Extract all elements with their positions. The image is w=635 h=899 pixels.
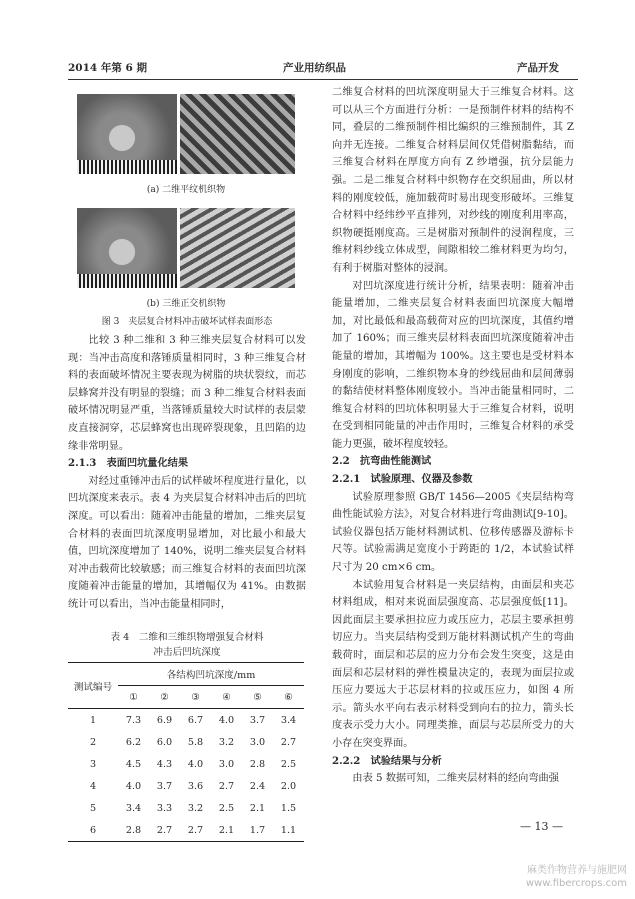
- table-cell: 2.7: [280, 736, 297, 748]
- table-cell: 5: [89, 802, 97, 814]
- table-cell: 3: [89, 758, 97, 770]
- table-cell: 2.0: [280, 780, 297, 792]
- table-header-test-no: 测试编号: [68, 663, 118, 709]
- right-column: [332, 84, 574, 788]
- table-subheader: ④: [222, 691, 231, 703]
- table-cell: 6.7: [187, 714, 204, 726]
- table-subheader: ③: [191, 691, 200, 703]
- table-subheader: ②: [160, 691, 169, 703]
- table-cell: 2.7: [218, 780, 235, 792]
- table-cell: 1.7: [249, 824, 266, 836]
- section-heading-2-2-1: 2.2.1 试验原理、仪器及参数: [332, 473, 473, 486]
- table-cell: 6.2: [125, 736, 142, 748]
- figure-3b-photo-left: [77, 208, 177, 288]
- table-4-title: 表 4 二维和三维织物增强复合材料: [110, 632, 264, 643]
- table-cell: 6.0: [156, 736, 173, 748]
- table-4: [68, 662, 304, 842]
- right-paragraph-3: 试验原理参照 GB/T 1456—2005《夹层结构弯曲性能试验方法》，对复合材料进行弯曲测试[9-10]。试验仪器包括万能材料测试机、位移传感器及游标卡尺等。试验需满足宽度小于跨距的 1/2，本试验试样尺寸为 20 cm×6 cm。: [332, 491, 574, 574]
- table-cell: 2.5: [218, 802, 235, 814]
- table-row: [68, 775, 304, 797]
- section-heading-2-2-2: 2.2.2 试验结果与分析: [332, 754, 442, 767]
- left-column: [68, 332, 306, 614]
- table-4-title-line-2: 冲击后凹坑深度: [153, 647, 221, 658]
- table-cell: 3.2: [218, 736, 235, 748]
- table-row: [68, 731, 304, 753]
- table-cell: 6.9: [156, 714, 173, 726]
- table-subheader: ①: [129, 691, 138, 703]
- figure-3a-caption: (a) 二维平纹机织物: [146, 185, 226, 195]
- table-cell: 3.6: [187, 780, 204, 792]
- right-paragraph-2: 对凹坑深度进行统计分析，结果表明：随着冲击能量增加，二维夹层复合材料表面凹坑深度大幅增加，对比最低和最高载荷对应的凹坑深度，其值约增加了 160%；而三维夹层材料表面凹坑深度随着冲击能量的增加，其增幅为 100%。这主要也是受材料本身刚度的影响，二维织物本身的纱线屈曲和层间薄弱的黏结使材料整体刚度较小。当冲击能量相同时，二维复合材料的凹坑体积明显大于三维复合材料，说明在受到相同能量的冲击作用时，三维复合材料的承受能力更强，破坏程度较轻。: [332, 280, 574, 450]
- table-cell: 1.5: [280, 802, 297, 814]
- table-cell: 3.4: [280, 714, 297, 726]
- table-cell: 2.5: [280, 758, 297, 770]
- table-cell: 3.2: [187, 802, 204, 814]
- table-cell: 1: [89, 714, 97, 726]
- section-heading-2-1-3: 2.1.3 表面凹坑量化结果: [68, 457, 189, 470]
- watermark: [526, 864, 627, 890]
- table-cell: 3.0: [249, 736, 266, 748]
- left-paragraph-1: 比较 3 种二维和 3 种三维夹层复合材料可以发现：当冲击高度和落锤质量相同时，3 种三维复合材料的表面破坏情况主要表现为树脂的块状裂纹，而芯层蜂窝并没有明显的裂缝；而 3 种二维复合材料表面破坏情况明显严重，当落锤质量较大时试样的表层蒙皮直接洞穿，芯层蜂窝也出现碎裂现象，且凹陷的边缘非常明显。: [68, 335, 306, 452]
- scale-ruler: [77, 274, 177, 288]
- table-cell: 2.1: [218, 824, 235, 836]
- header-section: 产品开发: [517, 62, 559, 74]
- table-cell: 3.7: [156, 780, 173, 792]
- figure-3a-photo-left: [77, 94, 177, 174]
- table-cell: 1.1: [280, 824, 297, 836]
- header-journal: 产业用纺织品: [283, 62, 346, 74]
- table-cell: 3.4: [125, 802, 142, 814]
- table-row: [68, 797, 304, 819]
- header-issue: 2014 年第 6 期: [68, 62, 147, 74]
- table-row: [68, 819, 304, 842]
- section-heading-2-2: 2.2 抗弯曲性能测试: [332, 455, 432, 468]
- table-cell: 4.3: [156, 758, 173, 770]
- table-cell: 5.8: [187, 736, 204, 748]
- table-cell: 2.8: [125, 824, 142, 836]
- table-subheader: ⑤: [253, 691, 262, 703]
- table-cell: 4.5: [125, 758, 142, 770]
- scale-ruler: [77, 160, 177, 174]
- table-cell: 6: [89, 824, 97, 836]
- table-cell: 2.7: [156, 824, 173, 836]
- watermark-line-2: www.fibercrops.com: [525, 878, 627, 889]
- figure-3-caption: 图 3 夹层复合材料冲击破坏试样表面形态: [101, 317, 273, 327]
- figure-3b-caption: (b) 三维正交机织物: [146, 299, 226, 309]
- table-cell: 2.4: [249, 780, 266, 792]
- figure-3b-photo-right: [180, 208, 295, 288]
- table-cell: 4.0: [187, 758, 204, 770]
- right-paragraph-4: 本试验用复合材料是一夹层结构，由面层和夹芯材料组成，相对来说面层强度高、芯层强度低[11]。因此面层主要承担拉应力或压应力，芯层主要承担剪切应力。当夹层结构受到万能材料测试机产生的弯曲载荷时，面层和芯层的应力分布会发生突变，这是由面层和芯层材料的弹性模量决定的，表现为面层拉或压应力要远大于芯层材料的拉或压应力，如图 4 所示。箭头水平向右表示材料受到向右的拉力，箭头长度表示受力大小。同理类推，面层与芯层所受力的大小存在突变界面。: [332, 579, 574, 749]
- table-header-depth: 各结构凹坑深度/mm: [118, 663, 304, 686]
- table-cell: 3.7: [249, 714, 266, 726]
- watermark-line-1: 麻类作物营养与施肥网: [527, 865, 627, 876]
- table-cell: 4: [89, 780, 97, 792]
- table-cell: 4.0: [218, 714, 235, 726]
- table-cell: 2: [89, 736, 97, 748]
- table-cell: 7.3: [125, 714, 142, 726]
- table-cell: 2.7: [187, 824, 204, 836]
- table-cell: 2.1: [249, 802, 266, 814]
- table-cell: 3.0: [218, 758, 235, 770]
- table-subheader: ⑥: [284, 691, 293, 703]
- figure-3a-photo-right: [180, 94, 295, 174]
- page-number: — 13 —: [520, 820, 563, 833]
- table-row: [68, 753, 304, 775]
- table-cell: 3.3: [156, 802, 173, 814]
- right-paragraph-5: 由表 5 数据可知，二维夹层材料的经向弯曲强: [352, 773, 559, 785]
- table-row: [68, 709, 304, 732]
- header-rule: [68, 79, 578, 80]
- table-cell: 2.8: [249, 758, 266, 770]
- table-cell: 4.0: [125, 780, 142, 792]
- right-paragraph-1: 二维复合材料的凹坑深度明显大于三维复合材料。这可以从三个方面进行分析：一是预制件材料的结构不同，叠层的二维预制件相比编织的三维预制件，其 Z 向并无连接。二维复合材料层间仅凭借树脂黏结，而三维复合材料在厚度方向有 Z 纱增强，抗分层能力强。二是二维复合材料中织物存在交织屈曲，所以材料的刚度较低，施加载荷时易出现变形破坏。三维复合材料中经纬纱平直排列，对纱线的刚度利用率高，织物硬挺刚度高。三是树脂对预制件的浸润程度，三维材料纱线立体成型，间隙相较二维材料更为均匀，有利于树脂对整体的浸润。: [332, 87, 574, 274]
- left-paragraph-2: 对经过重锤冲击后的试样破坏程度进行量化，以凹坑深度来表示。表 4 为夹层复合材料冲击后的凹坑深度。可以看出：随着冲击能量的增加，二维夹层复合材料的表面凹坑深度明显增加，对比最小和最大值，凹坑深度增加了 140%，说明二维夹层复合材料对冲击载荷比较敏感；而三维复合材料的表面凹坑深度随着冲击能量的增加，其增幅仅为 41%。由数据统计可以看出，当冲击能量相同时，: [68, 475, 306, 610]
